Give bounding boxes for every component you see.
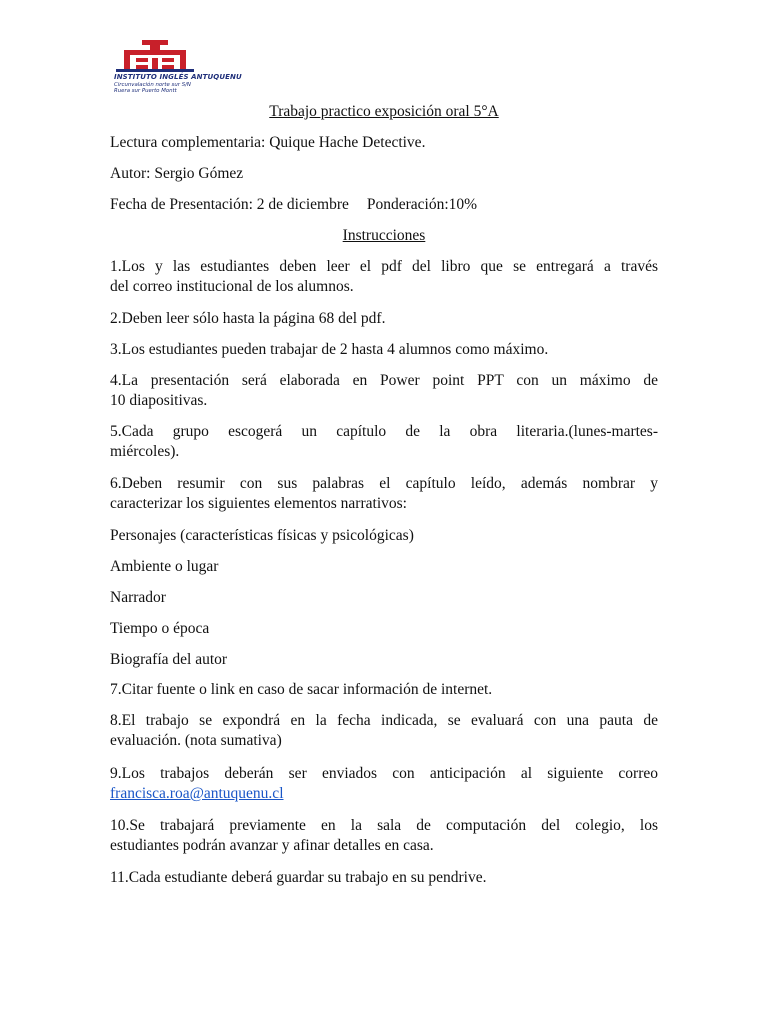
school-emblem-icon (116, 40, 194, 72)
instruction-8-line-2: evaluación. (nota sumativa) (110, 732, 282, 749)
instructions-heading: Instrucciones (342, 227, 426, 244)
instruction-4-line-2: 10 diapositivas. (110, 392, 208, 409)
instruction-11: 11.Cada estudiante deberá guardar su trabajo en su pendrive. (110, 869, 487, 886)
email-link[interactable]: francisca.roa@antuquenu.cl (110, 785, 284, 802)
instruction-4-line-1: 4.La presentación será elaborada en Power point PPT con un máximo de (110, 372, 658, 389)
instruction-6-line-1: 6.Deben resumir con sus palabras el capítulo leído, además nombrar y (110, 475, 658, 492)
element-biography: Biografía del autor (110, 651, 228, 668)
author-line: Autor: Sergio Gómez (110, 165, 244, 182)
instruction-2: 2.Deben leer sólo hasta la página 68 del pdf. (110, 310, 386, 327)
instruction-7: 7.Citar fuente o link en caso de sacar información de internet. (110, 681, 493, 698)
instruction-9-line-2 (110, 784, 658, 804)
instruction-6-line-2: caracterizar los siguientes elementos narrativos: (110, 495, 407, 512)
weighting: Ponderación:10% (366, 196, 478, 213)
instruction-5-line-2: miércoles). (110, 443, 180, 460)
element-narrator: Narrador (110, 589, 166, 606)
instruction-5-line-1: 5.Cada grupo escogerá un capítulo de la obra literaria.(lunes-martes- (110, 423, 658, 440)
instruction-10-line-1: 10.Se trabajará previamente en la sala de computación del colegio, los (110, 817, 658, 834)
presentation-date: Fecha de Presentación: 2 de diciembre (110, 196, 349, 213)
school-logo (108, 40, 242, 104)
element-setting: Ambiente o lugar (110, 558, 219, 575)
instruction-3: 3.Los estudiantes pueden trabajar de 2 hasta 4 alumnos como máximo. (110, 341, 549, 358)
document-title: Trabajo practico exposición oral 5°A (269, 103, 499, 120)
element-time: Tiempo o época (110, 620, 210, 637)
instruction-8-line-1: 8.El trabajo se expondrá en la fecha indicada, se evaluará con una pauta de (110, 712, 658, 729)
instruction-1-line-2: del correo institucional de los alumnos. (110, 278, 354, 295)
instruction-1-line-1: 1.Los y las estudiantes deben leer el pdf del libro que se entregará a través (110, 258, 658, 275)
instruction-9-line-1: 9.Los trabajos deberán ser enviados con anticipación al siguiente correo (110, 765, 658, 782)
instruction-10-line-2: estudiantes podrán avanzar y afinar detalles en casa. (110, 837, 434, 854)
element-characters: Personajes (características físicas y psicológicas) (110, 527, 414, 544)
reading-line: Lectura complementaria: Quique Hache Detective. (110, 134, 426, 151)
school-name: INSTITUTO INGLÉS ANTUQUENU (114, 73, 242, 81)
date-weighting-line (110, 195, 658, 215)
school-address: Circunvalación norte sur S/N Ruera sur Puerto Montt (114, 82, 191, 95)
